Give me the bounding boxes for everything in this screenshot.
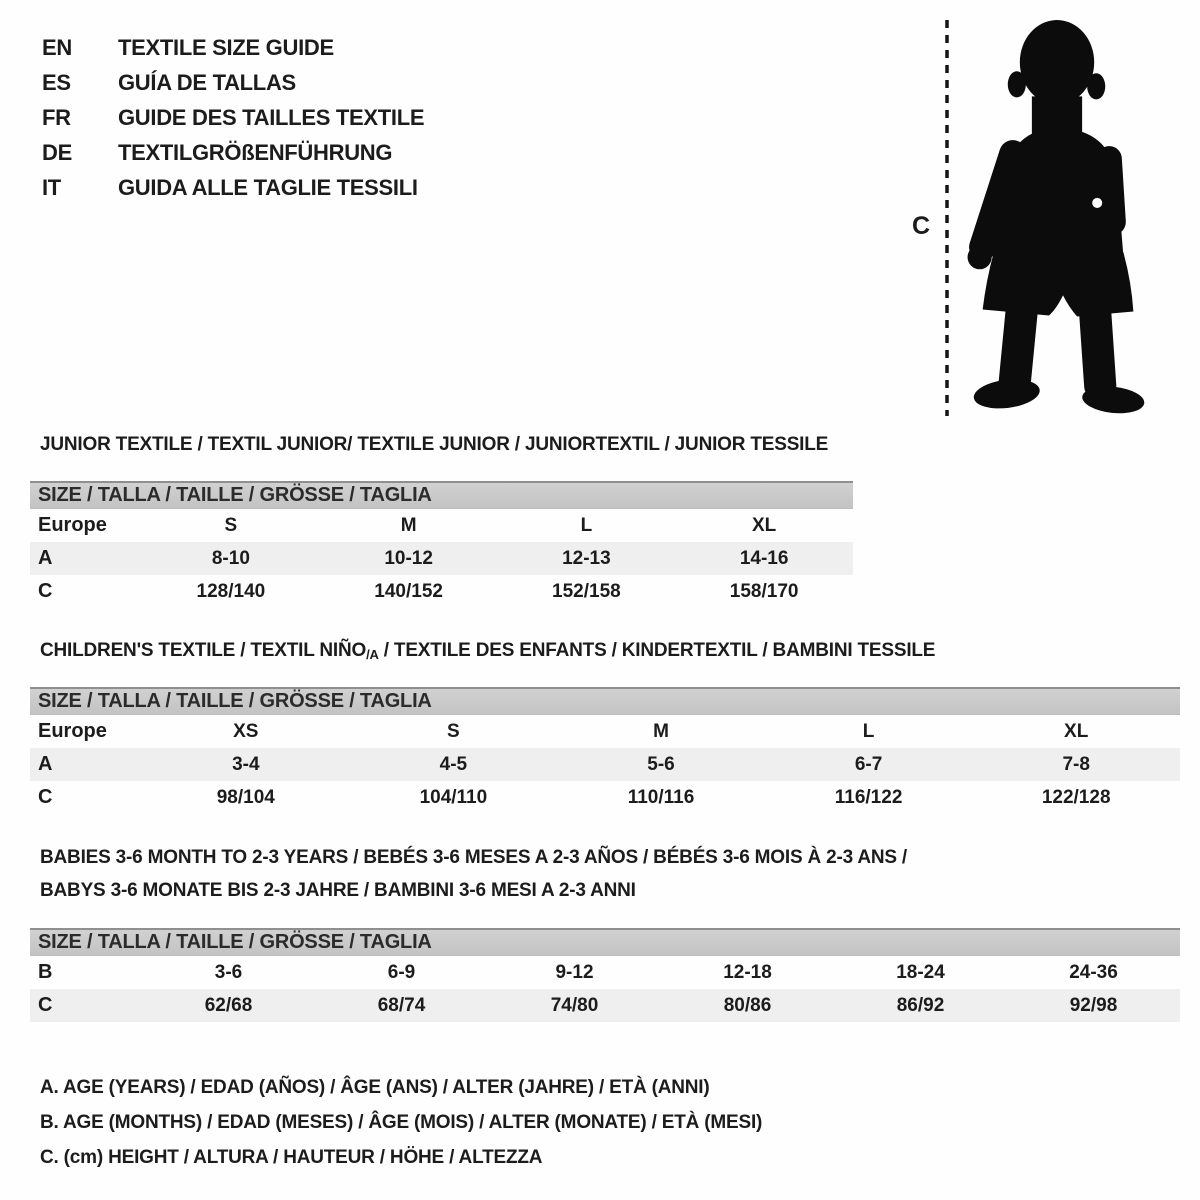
language-title: TEXTILGRÖßENFÜHRUNG xyxy=(118,139,393,165)
size-cell: M xyxy=(653,720,669,742)
language-code: IT xyxy=(42,174,61,200)
size-cell: XL xyxy=(751,514,777,536)
age-cell: 8-10 xyxy=(211,547,250,569)
language-code: EN xyxy=(42,34,72,60)
babies-size-header-bar: SIZE / TALLA / TAILLE / GRÖSSE / TAGLIA xyxy=(30,928,1180,956)
legend-line-c: C. (cm) HEIGHT / ALTURA / HAUTEUR / HÖHE / ALTEZZA xyxy=(40,1146,543,1168)
table-row-age-months xyxy=(30,956,1180,989)
children-size-header-bar: SIZE / TALLA / TAILLE / GRÖSSE / TAGLIA xyxy=(30,687,1180,715)
height-cell: 122/128 xyxy=(1041,786,1111,808)
height-measure-dashed-line xyxy=(944,20,950,416)
age-cell: 9-12 xyxy=(555,961,594,983)
language-title-list xyxy=(42,30,424,205)
table-row-europe xyxy=(30,715,1180,748)
height-cell: 104/110 xyxy=(419,786,488,808)
row-label: C xyxy=(38,786,53,808)
language-row-en xyxy=(42,30,424,65)
height-cell: 68/74 xyxy=(377,994,426,1016)
height-cell: 158/170 xyxy=(729,580,799,602)
size-cell: L xyxy=(580,514,593,536)
height-cell: 62/68 xyxy=(204,994,253,1016)
age-cell: 10-12 xyxy=(384,547,433,569)
children-heading-subscript: /A xyxy=(366,647,379,662)
size-cell: S xyxy=(447,720,460,742)
junior-section-heading: JUNIOR TEXTILE / TEXTIL JUNIOR/ TEXTILE JUNIOR / JUNIORTEXTIL / JUNIOR TESSILE xyxy=(40,434,829,455)
age-cell: 12-13 xyxy=(562,547,611,569)
legend-line-b: B. AGE (MONTHS) / EDAD (MESES) / ÂGE (MOIS) / ALTER (MONATE) / ETÀ (MESI) xyxy=(40,1111,763,1133)
row-label: C xyxy=(38,994,53,1016)
size-cell: XL xyxy=(1064,720,1089,742)
height-measure-label: C xyxy=(912,212,931,240)
age-cell: 24-36 xyxy=(1069,961,1118,983)
babies-section-heading xyxy=(40,841,907,907)
height-cell: 74/80 xyxy=(550,994,599,1016)
age-cell: 6-7 xyxy=(854,753,883,775)
language-title: GUÍA DE TALLAS xyxy=(118,69,296,95)
table-row-height-cm xyxy=(30,781,1180,814)
babies-heading-line2: BABYS 3-6 MONATE BIS 2-3 JAHRE / BAMBINI 3-6 MESI A 2-3 ANNI xyxy=(40,880,636,901)
children-heading-text: / TEXTILE DES ENFANTS / KINDERTEXTIL / BAMBINI TESSILE xyxy=(378,640,936,661)
junior-size-table xyxy=(30,481,853,608)
size-cell: M xyxy=(400,514,417,536)
height-cell: 140/152 xyxy=(374,580,443,602)
language-code: ES xyxy=(42,69,71,95)
age-cell: 3-4 xyxy=(232,753,260,775)
measurement-legend xyxy=(40,1070,762,1175)
toddler-silhouette-icon xyxy=(966,18,1148,420)
table-row-height-cm xyxy=(30,989,1180,1022)
language-row-es xyxy=(42,65,424,100)
language-row-it xyxy=(42,170,424,205)
babies-heading-line1: BABIES 3-6 MONTH TO 2-3 YEARS / BEBÉS 3-6 MESES A 2-3 AÑOS / BÉBÉS 3-6 MOIS À 2-3 ANS / xyxy=(40,847,908,868)
junior-size-header-bar: SIZE / TALLA / TAILLE / GRÖSSE / TAGLIA xyxy=(30,481,853,509)
height-cell: 92/98 xyxy=(1069,994,1118,1016)
height-cell: 110/116 xyxy=(627,786,695,808)
table-row-height-cm xyxy=(30,575,853,608)
language-title: GUIDA ALLE TAGLIE TESSILI xyxy=(118,174,418,200)
height-cell: 116/122 xyxy=(834,786,903,808)
language-row-fr xyxy=(42,100,424,135)
age-cell: 4-5 xyxy=(439,753,468,775)
language-row-de xyxy=(42,135,424,170)
row-label: Europe xyxy=(38,720,107,742)
age-cell: 14-16 xyxy=(739,547,789,569)
height-cell: 98/104 xyxy=(216,786,275,808)
row-label: C xyxy=(38,580,53,602)
language-title: TEXTILE SIZE GUIDE xyxy=(118,34,334,60)
age-cell: 6-9 xyxy=(387,961,416,983)
language-code: DE xyxy=(42,139,72,165)
babies-size-table xyxy=(30,928,1180,1022)
children-heading-text: CHILDREN'S TEXTILE / TEXTIL NIÑO xyxy=(40,640,367,661)
table-row-age-years xyxy=(30,542,853,575)
height-cell: 86/92 xyxy=(896,994,945,1016)
language-code: FR xyxy=(42,104,71,130)
row-label: A xyxy=(38,753,53,775)
age-cell: 5-6 xyxy=(647,753,675,775)
size-cell: L xyxy=(862,720,875,742)
row-label: B xyxy=(38,961,53,983)
age-cell: 12-18 xyxy=(723,961,772,983)
age-cell: 18-24 xyxy=(896,961,945,983)
height-cell: 128/140 xyxy=(196,580,266,602)
children-section-heading xyxy=(40,640,935,662)
table-row-europe xyxy=(30,509,853,542)
language-title: GUIDE DES TAILLES TEXTILE xyxy=(118,104,425,130)
row-label: A xyxy=(38,547,53,569)
children-size-table xyxy=(30,687,1180,814)
height-cell: 152/158 xyxy=(552,580,621,602)
size-cell: XS xyxy=(233,720,259,742)
age-cell: 7-8 xyxy=(1062,753,1090,775)
height-cell: 80/86 xyxy=(723,994,772,1016)
table-row-age-years xyxy=(30,748,1180,781)
size-cell: S xyxy=(224,514,238,536)
legend-line-a: A. AGE (YEARS) / EDAD (AÑOS) / ÂGE (ANS) / ALTER (JAHRE) / ETÀ (ANNI) xyxy=(40,1076,710,1098)
age-cell: 3-6 xyxy=(214,961,243,983)
row-label: Europe xyxy=(38,514,107,536)
